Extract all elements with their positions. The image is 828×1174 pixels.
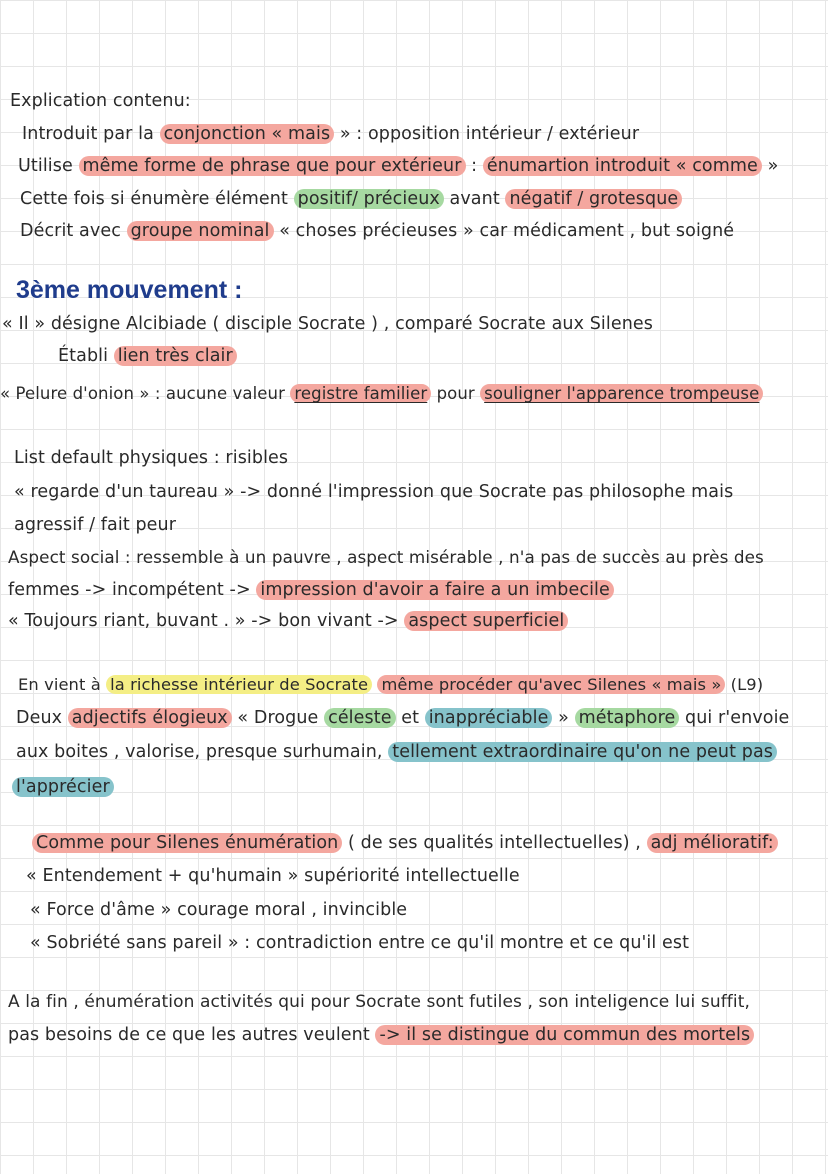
highlight-red: adj mélioratif: xyxy=(647,833,778,853)
highlight-teal: tellement extraordinaire qu'on ne peut pas xyxy=(388,742,777,762)
text-line: Introduit par la conjonction « mais » : opposition intérieur / extérieur xyxy=(22,124,640,144)
highlight-red: impression d'avoir a faire a un imbecile xyxy=(256,580,613,600)
text-line: Comme pour Silenes énumération ( de ses qualités intellectuelles) , adj mélioratif: xyxy=(32,831,778,855)
text-line xyxy=(12,775,114,799)
highlight-red: Comme pour Silenes énumération xyxy=(32,833,342,853)
text-line: « regarde d'un taureau » -> donné l'impression que Socrate pas philosophe mais xyxy=(14,482,734,502)
highlight-teal: inappréciable xyxy=(425,708,553,728)
highlight-red: négatif / grotesque xyxy=(505,189,682,209)
text-line: « Il » désigne Alcibiade ( disciple Socrate ) , comparé Socrate aux Silenes xyxy=(2,314,653,334)
text-line: En vient à la richesse intérieur de Socrate même procéder qu'avec Silenes « mais » (L9) xyxy=(18,675,764,694)
highlight-red: même forme de phrase que pour extérieur xyxy=(79,156,466,176)
highlight-red: conjonction « mais xyxy=(160,124,335,144)
section-title: Explication contenu: xyxy=(10,91,191,111)
text-line: agressif / fait peur xyxy=(14,515,177,535)
text-line: pas besoins de ce que les autres veulent -> il se distingue du commun des mortels xyxy=(8,1023,754,1047)
text-line: A la fin , énumération activités qui pour Socrate sont futiles , son inteligence lui suffit, xyxy=(8,992,750,1012)
text-line: Aspect social : ressemble à un pauvre , aspect misérable , n'a pas de succès au près des xyxy=(8,547,764,567)
text-line: aux boites , valorise, presque surhumain, tellement extraordinaire qu'on ne peut pas xyxy=(16,740,777,764)
text-line: « Force d'âme » courage moral , invincible xyxy=(30,900,408,920)
text-line: Utilise même forme de phrase que pour extérieur : énumartion introduit « comme » xyxy=(18,156,779,176)
text-line: Établi lien très clair xyxy=(58,344,237,368)
highlight-green: céleste xyxy=(324,708,395,728)
highlight-teal: l'apprécier xyxy=(12,777,114,797)
highlight-green: métaphore xyxy=(575,708,680,728)
highlight-red: groupe nominal xyxy=(127,221,274,241)
section-heading: 3ème mouvement : xyxy=(16,276,243,304)
highlight-red: lien très clair xyxy=(114,346,237,366)
highlight-red: même procéder qu'avec Silenes « mais » xyxy=(377,675,725,694)
highlight-red: énumartion introduit « comme xyxy=(483,156,762,176)
highlight-green: positif/ précieux xyxy=(294,189,444,209)
text-line: Décrit avec groupe nominal « choses précieuses » car médicament , but soigné xyxy=(20,221,735,241)
text-line: Cette fois si énumère élément positif/ précieux avant négatif / grotesque xyxy=(20,187,682,211)
text-line: List default physiques : risibles xyxy=(14,448,289,468)
text-line: « Pelure d'onion » : aucune valeur registre familier pour souligner l'apparence trompeuse xyxy=(0,382,763,406)
text-line: « Sobriété sans pareil » : contradiction entre ce qu'il montre et ce qu'il est xyxy=(30,933,690,953)
highlight-red: aspect superficiel xyxy=(404,611,568,631)
highlight-red: adjectifs élogieux xyxy=(68,708,232,728)
highlight-red: -> il se distingue du commun des mortels xyxy=(375,1025,754,1045)
highlight-red: souligner l'apparence trompeuse xyxy=(480,384,763,403)
text-line: femmes -> incompétent -> impression d'avoir a faire a un imbecile xyxy=(8,578,614,602)
text-line: Deux adjectifs élogieux « Drogue céleste et inappréciable » métaphore qui r'envoie xyxy=(16,708,790,728)
text-line: « Toujours riant, buvant . » -> bon vivant -> aspect superficiel xyxy=(8,609,568,633)
highlight-yellow: la richesse intérieur de Socrate xyxy=(106,675,372,694)
highlight-red: registre familier xyxy=(290,384,431,403)
text-line: « Entendement + qu'humain » supériorité intellectuelle xyxy=(26,866,520,886)
